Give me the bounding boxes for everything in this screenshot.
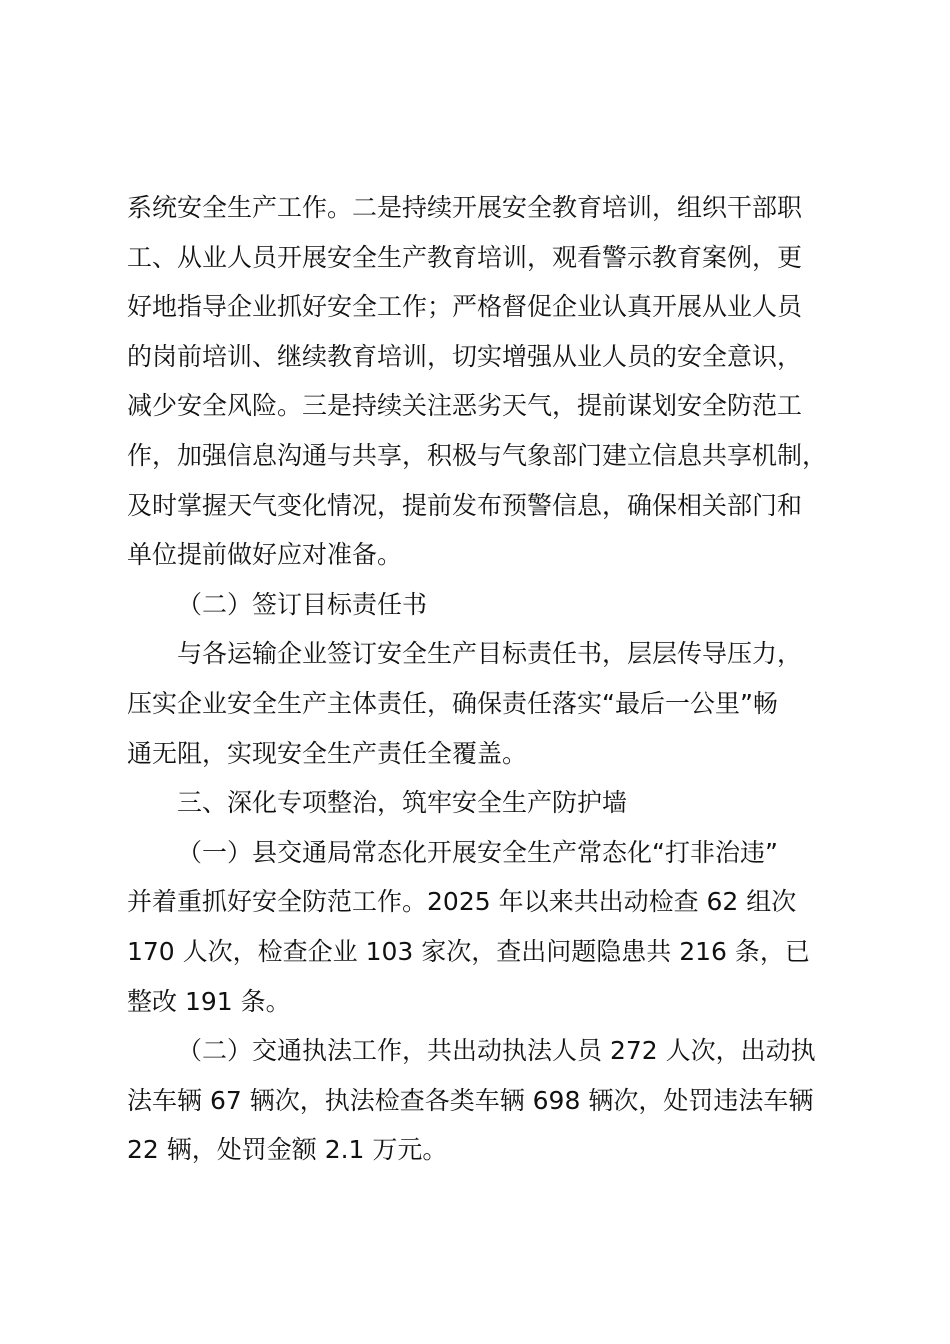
text-line: 压实企业安全生产主体责任，确保责任落实“最后一公里”畅 <box>127 688 778 718</box>
subsection-heading: （二）签订目标责任书 <box>177 589 428 619</box>
heading-sign-responsibility <box>127 580 837 630</box>
text-line: 22 辆，处罚金额 2.1 万元。 <box>127 1135 448 1165</box>
text-line: 170 人次，检查企业 103 家次，查出问题隐患共 216 条，已 <box>127 936 810 966</box>
text-line: 减少安全风险。三是持续关注恶劣天气，提前谋划安全防范工 <box>127 391 803 421</box>
text-line: 工、从业人员开展安全生产教育培训，观看警示教育案例，更 <box>127 242 803 272</box>
paragraph-safety-training <box>127 183 837 580</box>
text-line: （一）县交通局常态化开展安全生产常态化“打非治违” <box>177 837 778 867</box>
text-line: 单位提前做好应对准备。 <box>127 540 403 570</box>
text-line: 好地指导企业抓好安全工作；严格督促企业认真开展从业人员 <box>127 292 803 322</box>
text-line: 作，加强信息沟通与共享，积极与气象部门建立信息共享机制， <box>127 440 828 470</box>
text-line: 通无阻，实现安全生产责任全覆盖。 <box>127 738 528 768</box>
text-line: （二）交通执法工作，共出动执法人员 272 人次，出动执 <box>177 1036 816 1066</box>
text-line: 及时掌握天气变化情况，提前发布预警信息，确保相关部门和 <box>127 490 803 520</box>
paragraph-inspection <box>127 828 837 1026</box>
section-heading: 三、深化专项整治，筑牢安全生产防护墙 <box>177 788 628 818</box>
text-line: 整改 191 条。 <box>127 986 291 1016</box>
heading-section-three <box>127 778 837 828</box>
text-line: 系统安全生产工作。二是持续开展安全教育培训，组织干部职 <box>127 193 803 222</box>
text-line: 的岗前培训、继续教育培训，切实增强从业人员的安全意识， <box>127 341 803 371</box>
document-body <box>127 183 837 1175</box>
text-line: 与各运输企业签订安全生产目标责任书，层层传导压力， <box>177 639 803 669</box>
text-line: 法车辆 67 辆次，执法检查各类车辆 698 辆次，处罚违法车辆 <box>127 1085 814 1115</box>
text-line: 并着重抓好安全防范工作。2025 年以来共出动检查 62 组次 <box>127 887 797 917</box>
paragraph-responsibility <box>127 629 837 778</box>
paragraph-enforcement <box>127 1026 837 1175</box>
